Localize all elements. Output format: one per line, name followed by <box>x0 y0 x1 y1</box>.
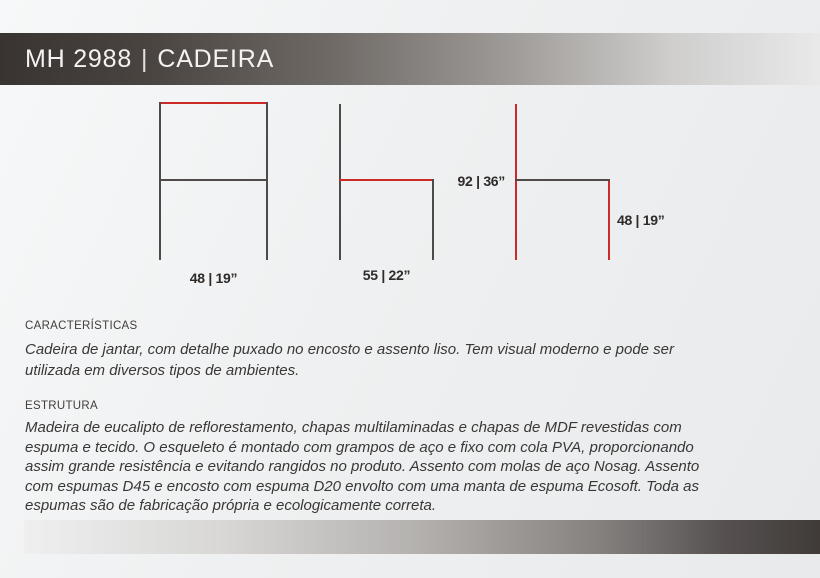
front-width-dimension: 48 | 19” <box>189 270 238 286</box>
side-depth-dimension: 55 | 22” <box>362 267 411 283</box>
height-backrest-line <box>515 104 517 260</box>
caracteristicas-body: Cadeira de jantar, com detalhe puxado no encosto e assento liso. Tem visual moderno e pode ser utilizada em diversos tipos de ambientes. <box>25 341 675 379</box>
caracteristicas-title: CARACTERÍSTICAS <box>25 320 138 332</box>
estrutura-title: ESTRUTURA <box>25 400 98 412</box>
product-name: CADEIRA <box>157 44 275 73</box>
front-right-leg-line <box>266 102 268 260</box>
height-seat-leg-line <box>608 181 610 260</box>
front-left-leg-line <box>159 102 161 260</box>
footer-bar <box>24 520 820 554</box>
height-seat-line <box>515 179 610 181</box>
front-seat-line <box>159 179 268 181</box>
side-back-leg-line <box>339 104 341 260</box>
estrutura-body: Madeira de eucalipto de reflorestamento, chapas multilaminadas e chapas de MDF revestidas com espuma e tecido. O esqueleto é montado com grampos de aço e fixo com cola PVA, proporcionando assim grande resistência e evitando rangidos no produto. Assento com molas de aço Nosag. Assento com espumas D45 e encosto com espuma D20 envolto com uma manta de espuma Ecosoft. Toda as espumas são de fabricação própria e ecologicamente correta. <box>25 419 700 515</box>
header-bar <box>0 33 820 85</box>
product-code: MH 2988 <box>25 44 133 73</box>
side-front-leg-line <box>432 179 434 260</box>
title-separator: | <box>141 44 149 73</box>
seat-height-dimension: 48 | 19” <box>617 212 665 228</box>
total-height-dimension: 92 | 36” <box>457 173 505 189</box>
page-title <box>25 45 274 74</box>
front-backrest-top-line <box>159 102 268 104</box>
side-seat-line <box>339 179 434 181</box>
